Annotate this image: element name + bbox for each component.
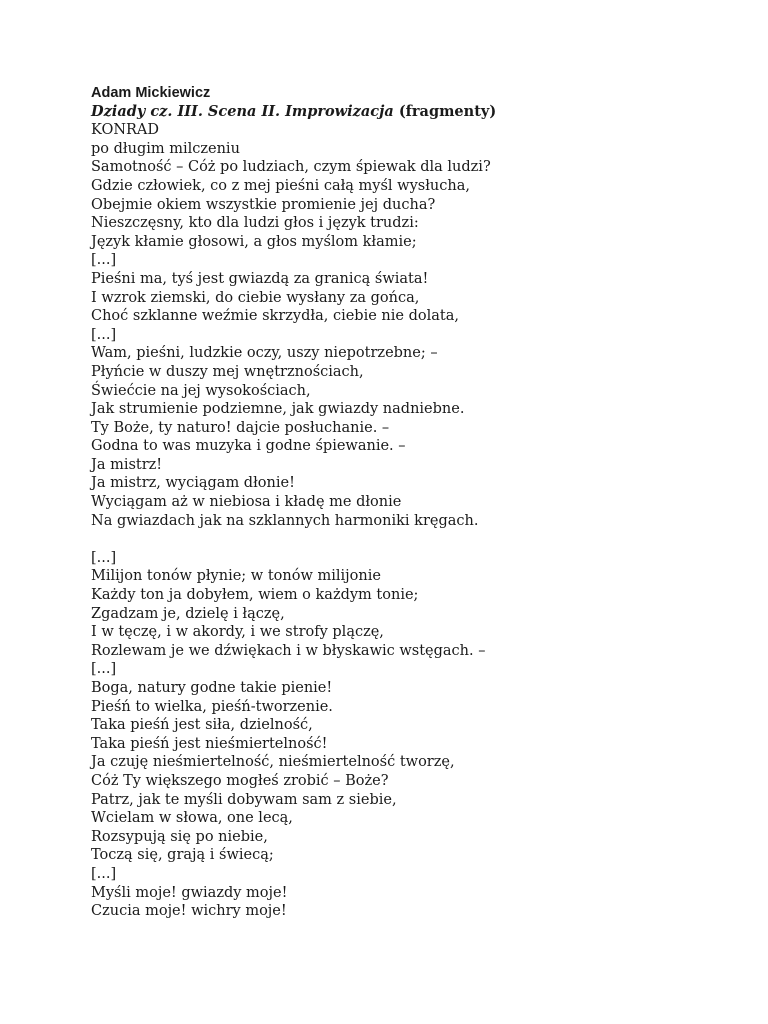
omission-marker: [...]: [91, 252, 117, 269]
poem-line: Boga, natury godne takie pienie!: [91, 680, 333, 696]
poem-line: Obejmie okiem wszystkie promienie jej ducha?: [91, 196, 436, 213]
author-name: Adam Mickiewicz: [91, 85, 211, 101]
poem-line: Na gwiazdach jak na szklannych harmoniki kręgach.: [91, 512, 479, 529]
poem-line: Rozsypują się po niebie,: [91, 828, 268, 845]
poem-line: Samotność – Cóż po ludziach, czym śpiewak dla ludzi?: [91, 159, 491, 176]
poem-line: Wcielam w słowa, one lecą,: [91, 810, 293, 827]
poem-line: Choć szklanne weźmie skrzydła, ciebie nie dolata,: [91, 308, 459, 325]
poem-excerpt: [91, 84, 711, 921]
poem-line: I w tęczę, i w akordy, i we strofy plączę,: [91, 624, 384, 641]
work-title: [91, 103, 711, 122]
poem-line: Taka pieśń jest siła, dzielność,: [91, 717, 313, 734]
poem-line: Ty Boże, ty naturo! dajcie posłuchanie. –: [91, 419, 390, 436]
poem-line: Ja czuję nieśmiertelność, nieśmiertelność tworzę,: [91, 754, 455, 771]
poem-line: I wzrok ziemski, do ciebie wysłany za gońca,: [91, 289, 420, 306]
poem-line: Rozlewam je we dźwiękach i w błyskawic wstęgach. –: [91, 642, 486, 659]
poem-line: Każdy ton ja dobyłem, wiem o każdym tonie;: [91, 587, 419, 604]
poem-line: Jak strumienie podziemne, jak gwiazdy nadniebne.: [91, 401, 465, 418]
poem-line: Świećcie na jej wysokościach,: [91, 382, 311, 399]
poem-line: Pieśni ma, tyś jest gwiazdą za granicą świata!: [91, 270, 429, 287]
poem-line: Godna to was muzyka i godne śpiewanie. –: [91, 438, 406, 455]
omission-marker: [...]: [91, 549, 117, 566]
poem-line: Ja mistrz!: [91, 456, 163, 473]
poem-line: Myśli moje! gwiazdy moje!: [91, 884, 288, 901]
poem-line: Czucia moje! wichry moje!: [91, 903, 287, 920]
stage-direction: po długim milczeniu: [91, 140, 240, 157]
poem-line: Płyńcie w duszy mej wnętrznościach,: [91, 363, 364, 380]
poem-lines: [91, 158, 711, 920]
poem-line: Zgadzam je, dzielę i łączę,: [91, 605, 285, 622]
poem-line: Wam, pieśni, ludzkie oczy, uszy niepotrzebne; –: [91, 345, 438, 362]
poem-line: Cóż Ty większego mogłeś zrobić – Boże?: [91, 772, 389, 789]
omission-marker: [...]: [91, 326, 117, 343]
poem-line: Patrz, jak te myśli dobywam sam z siebie,: [91, 791, 397, 808]
poem-line: Pieśń to wielka, pieśń-tworzenie.: [91, 698, 333, 715]
stanza-break: [91, 530, 711, 549]
poem-line: Milijon tonów płynie; w tonów milijonie: [91, 568, 381, 585]
poem-line: Język kłamie głosowi, a głos myślom kłamie;: [91, 233, 417, 250]
omission-marker: [...]: [91, 865, 117, 882]
work-title-italic: Dziady cz. III. Scena II. Improwizacja: [91, 102, 394, 120]
poem-line: Taka pieśń jest nieśmiertelność!: [91, 735, 328, 752]
poem-line: Nieszczęsny, kto dla ludzi głos i język trudzi:: [91, 215, 419, 232]
poem-line: Gdzie człowiek, co z mej pieśni całą myśl wysłucha,: [91, 177, 470, 194]
omission-marker: [...]: [91, 661, 117, 678]
poem-line: Toczą się, grają i świecą;: [91, 847, 274, 864]
work-title-suffix: (fragmenty): [393, 102, 497, 120]
speaker-name: KONRAD: [91, 122, 160, 139]
poem-line: Ja mistrz, wyciągam dłonie!: [91, 475, 295, 492]
poem-line: Wyciągam aż w niebiosa i kładę me dłonie: [91, 494, 402, 511]
